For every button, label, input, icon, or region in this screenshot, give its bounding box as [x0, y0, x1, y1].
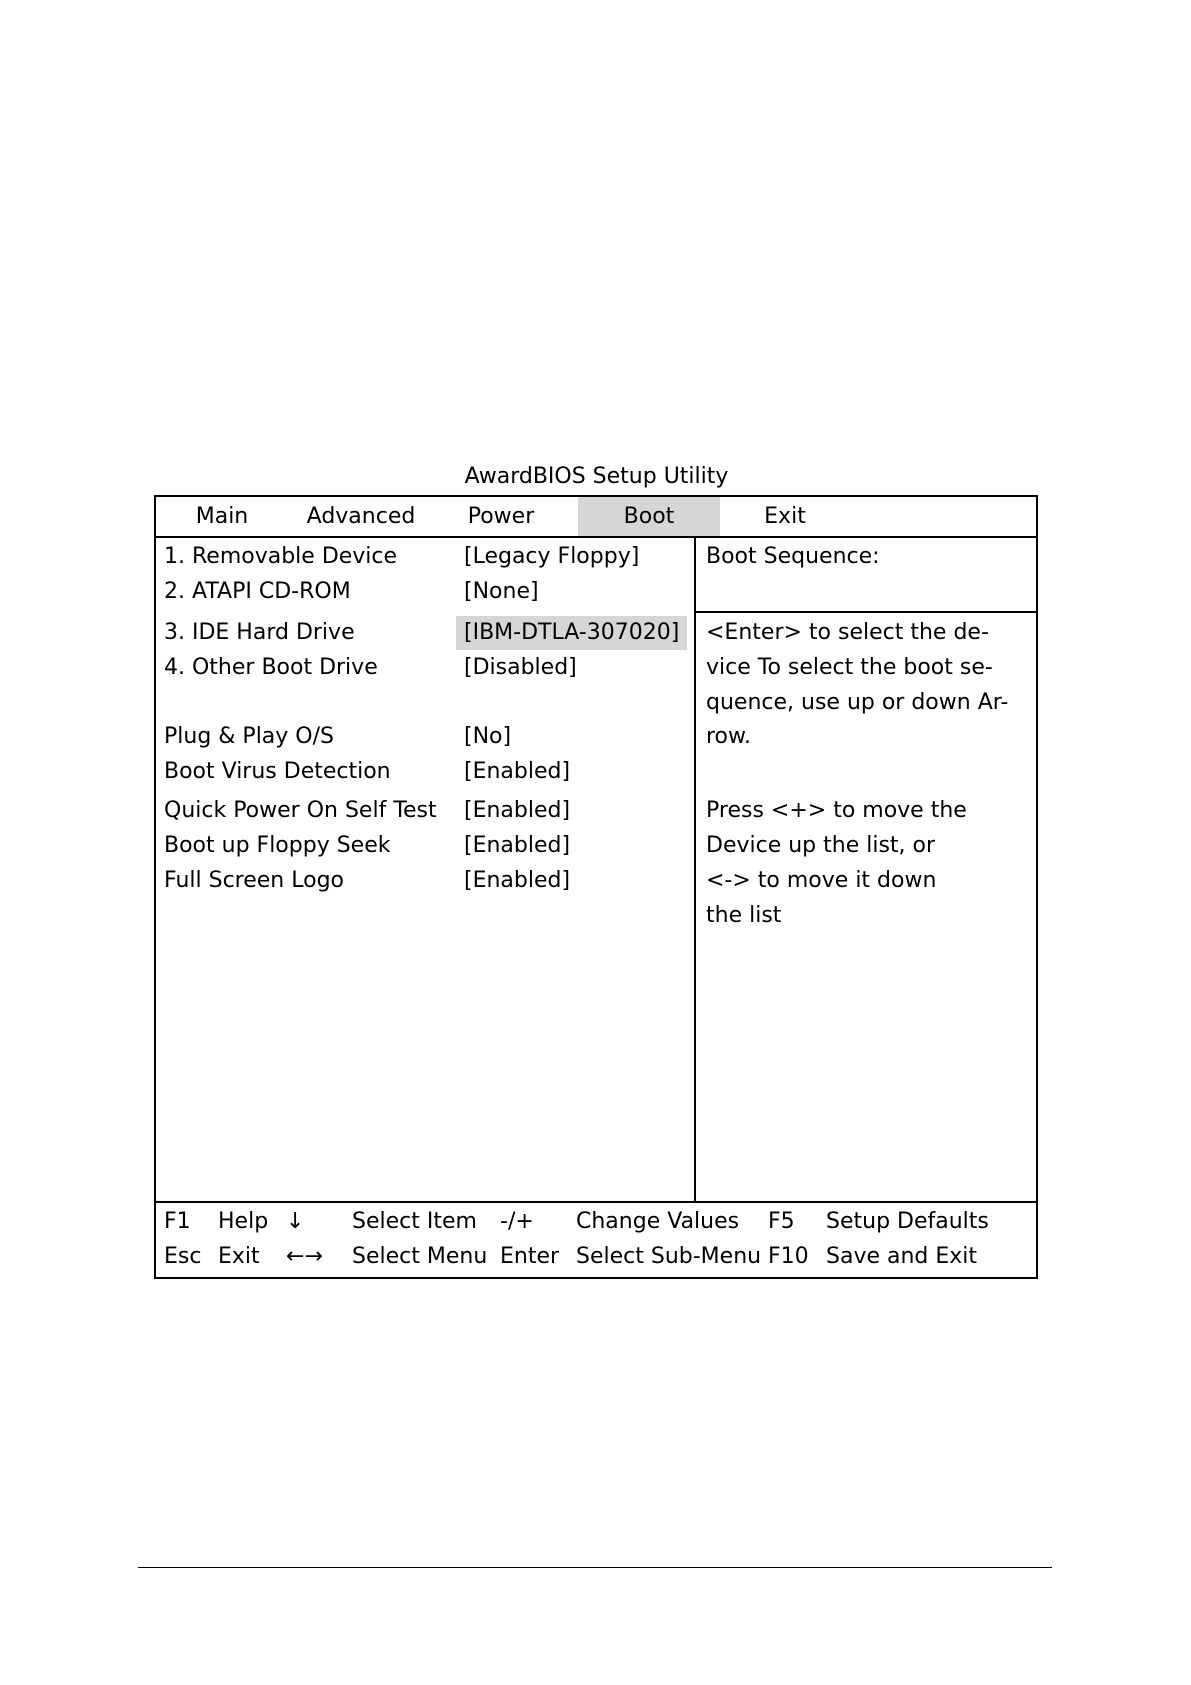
key-enter-action: Select Sub-Menu	[576, 1244, 762, 1269]
setting-label: Plug & Play O/S	[164, 724, 334, 749]
setting-label: 4. Other Boot Drive	[164, 655, 378, 680]
setting-value-selected[interactable]: [IBM-DTLA-307020]	[456, 616, 687, 650]
setting-row-quick-post[interactable]	[156, 794, 694, 828]
help-line: Device up the list, or	[706, 833, 936, 858]
help-title: Boot Sequence:	[706, 544, 880, 569]
menu-power[interactable]: Power	[467, 504, 535, 529]
setting-row-removable-device[interactable]	[156, 540, 694, 574]
setting-label: Full Screen Logo	[164, 868, 344, 893]
setting-row-full-screen-logo[interactable]	[156, 864, 694, 898]
key-esc-action: Exit	[218, 1244, 260, 1269]
settings-list	[156, 538, 694, 1201]
menu-main[interactable]: Main	[195, 504, 249, 529]
menu-bar	[156, 497, 1036, 538]
key-legend	[156, 1201, 1036, 1277]
help-line: quence, use up or down Ar-	[706, 690, 1009, 715]
setting-value[interactable]: [Enabled]	[464, 833, 571, 858]
setting-label: 3. IDE Hard Drive	[164, 620, 355, 645]
key-f1-action: Help	[218, 1209, 269, 1234]
menu-boot[interactable]: Boot	[578, 497, 720, 536]
menu-exit[interactable]: Exit	[764, 504, 806, 529]
window-title: AwardBIOS Setup Utility	[464, 464, 729, 489]
setting-row-boot-floppy-seek[interactable]	[156, 829, 694, 863]
key-plus-minus-action: Change Values	[576, 1209, 740, 1234]
left-right-arrow-icon: ←→	[286, 1244, 323, 1269]
key-arrow-action: Select Item	[352, 1209, 477, 1234]
setting-value[interactable]: [Enabled]	[464, 759, 571, 784]
help-line: <Enter> to select the de-	[706, 620, 989, 645]
key-f1[interactable]: F1	[164, 1209, 191, 1234]
setting-value[interactable]: [Enabled]	[464, 868, 571, 893]
key-left-right-action: Select Menu	[352, 1244, 488, 1269]
down-arrow-icon: ↓	[286, 1209, 305, 1234]
setting-value[interactable]: [None]	[464, 579, 539, 604]
setting-label: 1. Removable Device	[164, 544, 398, 569]
key-enter[interactable]: Enter	[500, 1244, 560, 1269]
help-divider	[696, 611, 1036, 613]
setting-row-plug-and-play[interactable]	[156, 720, 694, 754]
help-line: vice To select the boot se-	[706, 655, 993, 680]
key-f10-action: Save and Exit	[826, 1244, 978, 1269]
key-f5[interactable]: F5	[768, 1209, 795, 1234]
setting-row-other-boot-drive[interactable]	[156, 651, 694, 685]
help-line: row.	[706, 724, 751, 749]
setting-row-atapi-cdrom[interactable]	[156, 575, 694, 609]
menu-advanced[interactable]: Advanced	[306, 504, 416, 529]
setting-label: Quick Power On Self Test	[164, 798, 437, 823]
setting-row-boot-virus-detection[interactable]	[156, 755, 694, 789]
key-f5-action: Setup Defaults	[826, 1209, 989, 1234]
item-help-panel	[696, 538, 1036, 1201]
setting-value[interactable]: [No]	[464, 724, 512, 749]
page-footer-rule	[138, 1567, 1052, 1568]
setting-label: Boot Virus Detection	[164, 759, 391, 784]
help-line: Press <+> to move the	[706, 798, 967, 823]
setting-label: Boot up Floppy Seek	[164, 833, 391, 858]
setting-value[interactable]: [Enabled]	[464, 798, 571, 823]
setting-value[interactable]: [Disabled]	[464, 655, 577, 680]
key-esc[interactable]: Esc	[164, 1244, 202, 1269]
help-line: the list	[706, 903, 782, 928]
bios-frame	[154, 495, 1038, 1279]
key-plus-minus[interactable]: -/+	[500, 1209, 534, 1234]
help-line: <-> to move it down	[706, 868, 937, 893]
setting-value[interactable]: [Legacy Floppy]	[464, 544, 640, 569]
setting-row-ide-hard-drive[interactable]	[156, 616, 694, 650]
setting-label: 2. ATAPI CD-ROM	[164, 579, 351, 604]
key-f10[interactable]: F10	[768, 1244, 809, 1269]
